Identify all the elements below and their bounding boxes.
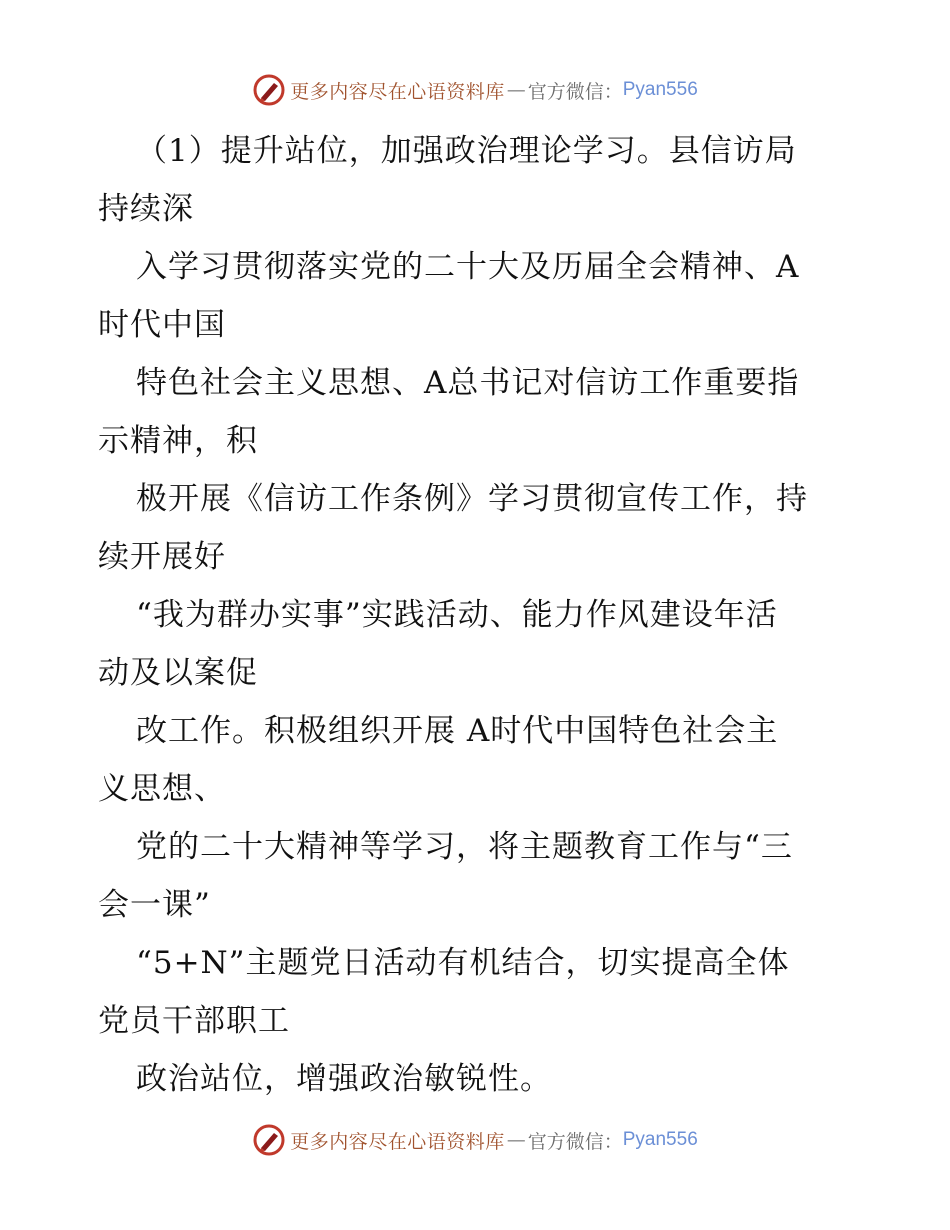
paragraph-wrap-line: 时代中国	[98, 307, 226, 343]
paragraph	[98, 1050, 858, 1108]
watermark-official-label: 官方微信：	[527, 1130, 623, 1153]
watermark-wechat-id: Pyan556	[622, 79, 698, 100]
paragraph	[98, 354, 858, 470]
paragraph-wrap-line: 会一课”	[98, 887, 211, 923]
paragraph-first-line: 改工作。积极组织开展 A时代中国特色社会主	[136, 713, 779, 749]
watermark-separator: —	[506, 79, 526, 101]
paragraph	[98, 238, 858, 354]
pen-logo-icon	[252, 73, 286, 107]
watermark-site-text: 更多内容尽在心语资料库	[290, 1130, 505, 1153]
watermark-official-label: 官方微信：	[527, 80, 623, 103]
paragraph-wrap-line: 示精神，积	[98, 423, 258, 459]
paragraph-first-line: 政治站位，增强政治敏锐性。	[136, 1061, 552, 1097]
paragraph-first-line: 入学习贯彻落实党的二十大及历届全会精神、A	[136, 249, 800, 285]
paragraph	[98, 934, 858, 1050]
paragraph-wrap-line: 动及以案促	[98, 655, 258, 691]
pen-logo-icon	[252, 1123, 286, 1157]
paragraph	[98, 470, 858, 586]
header-watermark	[0, 70, 950, 110]
paragraph	[98, 122, 858, 238]
footer-watermark	[0, 1120, 950, 1160]
paragraph-wrap-line: 持续深	[98, 191, 194, 227]
paragraph-first-line: “我为群办实事”实践活动、能力作风建设年活	[136, 597, 778, 633]
paragraph-first-line: 特色社会主义思想、A总书记对信访工作重要指	[136, 365, 800, 401]
paragraph-wrap-line: 义思想、	[98, 771, 226, 807]
watermark-site-text: 更多内容尽在心语资料库	[290, 80, 505, 103]
paragraph-first-line: 极开展《信访工作条例》学习贯彻宣传工作，持	[136, 481, 808, 517]
paragraph	[98, 586, 858, 702]
watermark-separator: —	[506, 1129, 526, 1151]
paragraph	[98, 702, 858, 818]
paragraph-wrap-line: 续开展好	[98, 539, 226, 575]
paragraph-wrap-line: 党员干部职工	[98, 1003, 290, 1039]
document-body	[98, 122, 858, 1108]
paragraph-first-line: “5+N”主题党日活动有机结合，切实提高全体	[136, 945, 790, 981]
paragraph	[98, 818, 858, 934]
watermark-wechat-id: Pyan556	[622, 1129, 698, 1150]
paragraph-first-line: （1）提升站位，加强政治理论学习。县信访局	[136, 133, 797, 169]
paragraph-first-line: 党的二十大精神等学习，将主题教育工作与“三	[136, 829, 793, 865]
